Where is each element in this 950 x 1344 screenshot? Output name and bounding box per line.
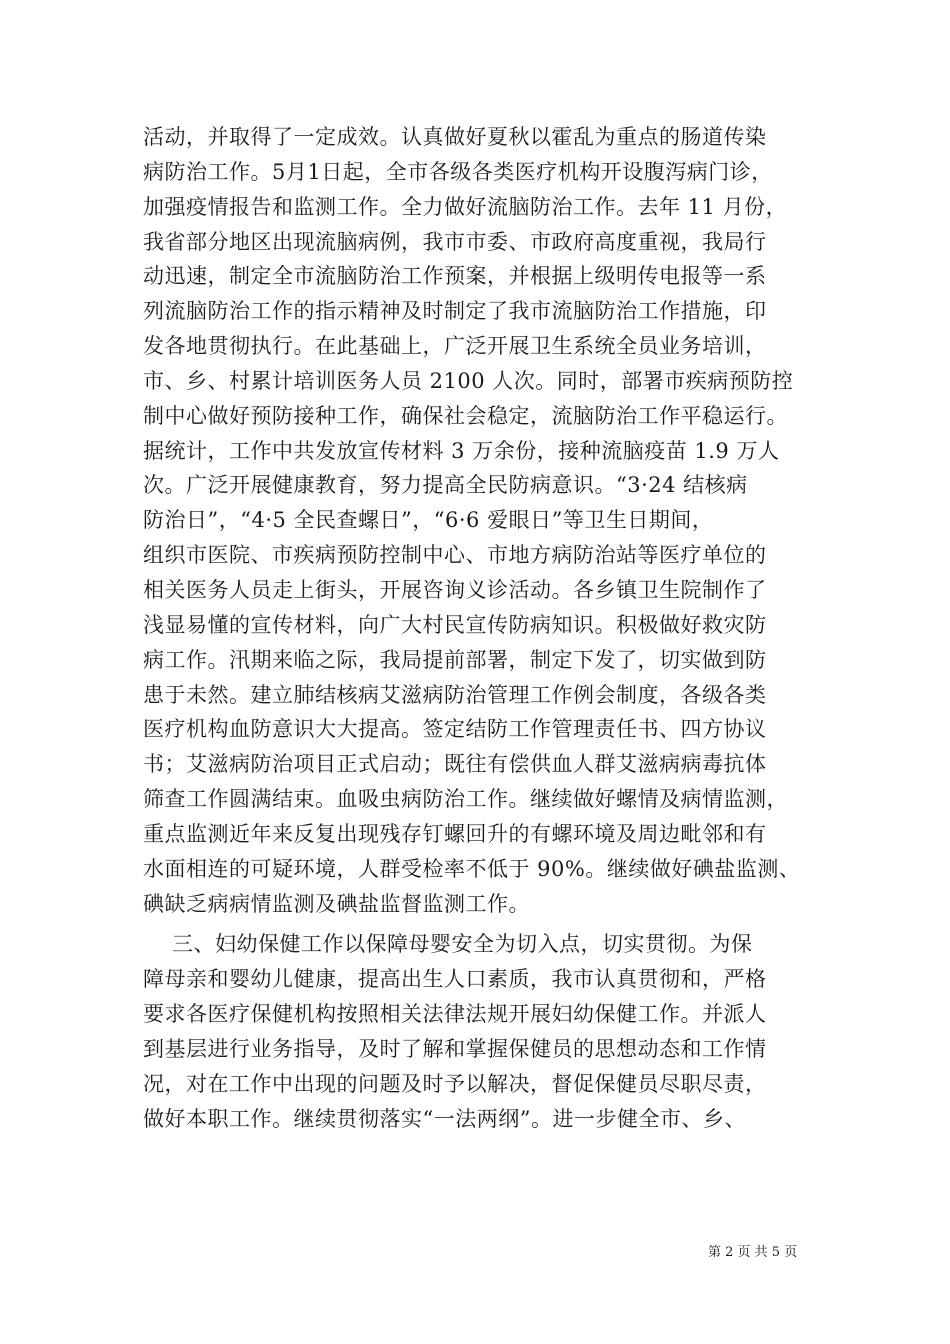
- text-line: 组织市医院、市疾病预防控制中心、市地方病防治站等医疗单位的: [143, 543, 767, 568]
- text-line: 动迅速，制定全市流脑防治工作预案，并根据上级明传电报等一系: [143, 264, 767, 289]
- text-line: 碘缺乏病病情监测及碘盐监督监测工作。: [143, 891, 530, 916]
- text-line: 发各地贯彻执行。在此基础上，广泛开展卫生系统全员业务培训，: [143, 334, 767, 359]
- text-line: 要求各医疗保健机构按照相关法律法规开展妇幼保健工作。并派人: [143, 1002, 767, 1027]
- text-line: 加强疫情报告和监测工作。全力做好流脑防治工作。去年 11 月份，: [143, 194, 788, 219]
- text-line: 做好本职工作。继续贯彻落实“一法两纲”。进一步健全市、乡、: [143, 1106, 746, 1131]
- text-line: 防治日”，“4·5 全民查螺日”，“6·6 爱眼日”等卫生日期间，: [143, 508, 714, 533]
- text-line: 活动，并取得了一定成效。认真做好夏秋以霍乱为重点的肠道传染: [143, 125, 767, 149]
- text-line: 筛查工作圆满结束。血吸虫病防治工作。继续做好螺情及病情监测，: [143, 787, 788, 812]
- text-line: 市、乡、村累计培训医务人员 2100 人次。同时，部署市疾病预防控: [143, 368, 794, 393]
- text-line: 制中心做好预防接种工作，确保社会稳定，流脑防治工作平稳运行。: [143, 403, 788, 428]
- text-line: 相关医务人员走上街头，开展咨询义诊活动。各乡镇卫生院制作了: [143, 577, 767, 602]
- text-line: 水面相连的可疑环境，人群受检率不低于 90%。继续做好碘盐监测、: [143, 856, 801, 881]
- paragraph-1: [143, 120, 843, 921]
- text-line: 浅显易懂的宣传材料，向广大村民宣传防病知识。积极做好救灾防: [143, 612, 767, 637]
- text-line: 病防治工作。5月1日起，全市各级各类医疗机构开设腹泻病门诊，: [143, 159, 773, 184]
- text-line: 次。广泛开展健康教育，努力提高全民防病意识。“3·24 结核病: [143, 473, 748, 498]
- text-line: 医疗机构血防意识大大提高。签定结防工作管理责任书、四方协议: [143, 717, 767, 742]
- text-line: 况，对在工作中出现的问题及时予以解决，督促保健员尽职尽责，: [143, 1071, 767, 1096]
- text-line: 据统计，工作中共发放宣传材料 3 万余份，接种流脑疫苗 1.9 万人: [143, 438, 780, 463]
- text-line: 患于未然。建立肺结核病艾滋病防治管理工作例会制度，各级各类: [143, 682, 767, 707]
- text-line: 病工作。汛期来临之际，我局提前部署，制定下发了，切实做到防: [143, 647, 767, 672]
- text-line: 我省部分地区出现流脑病例，我市市委、市政府高度重视，我局行: [143, 229, 767, 254]
- paragraph-2: [143, 927, 843, 1136]
- text-line: 书；艾滋病防治项目正式启动；既往有偿供血人群艾滋病病毒抗体: [143, 752, 767, 777]
- text-line: 障母亲和婴幼儿健康，提高出生人口素质，我市认真贯彻和，严格: [143, 967, 767, 992]
- text-line: 到基层进行业务指导，及时了解和掌握保健员的思想动态和工作情: [143, 1036, 767, 1061]
- body-text: [143, 120, 843, 1136]
- page-number-footer: 第 2 页 共 5 页: [708, 1245, 798, 1260]
- text-line: 三、妇幼保健工作以保障母婴安全为切入点，切实贯彻。为保: [172, 932, 753, 957]
- text-line: 重点监测近年来反复出现残存钉螺回升的有螺环境及周边毗邻和有: [143, 821, 767, 846]
- text-line: 列流脑防治工作的指示精神及时制定了我市流脑防治工作措施，印: [143, 299, 767, 324]
